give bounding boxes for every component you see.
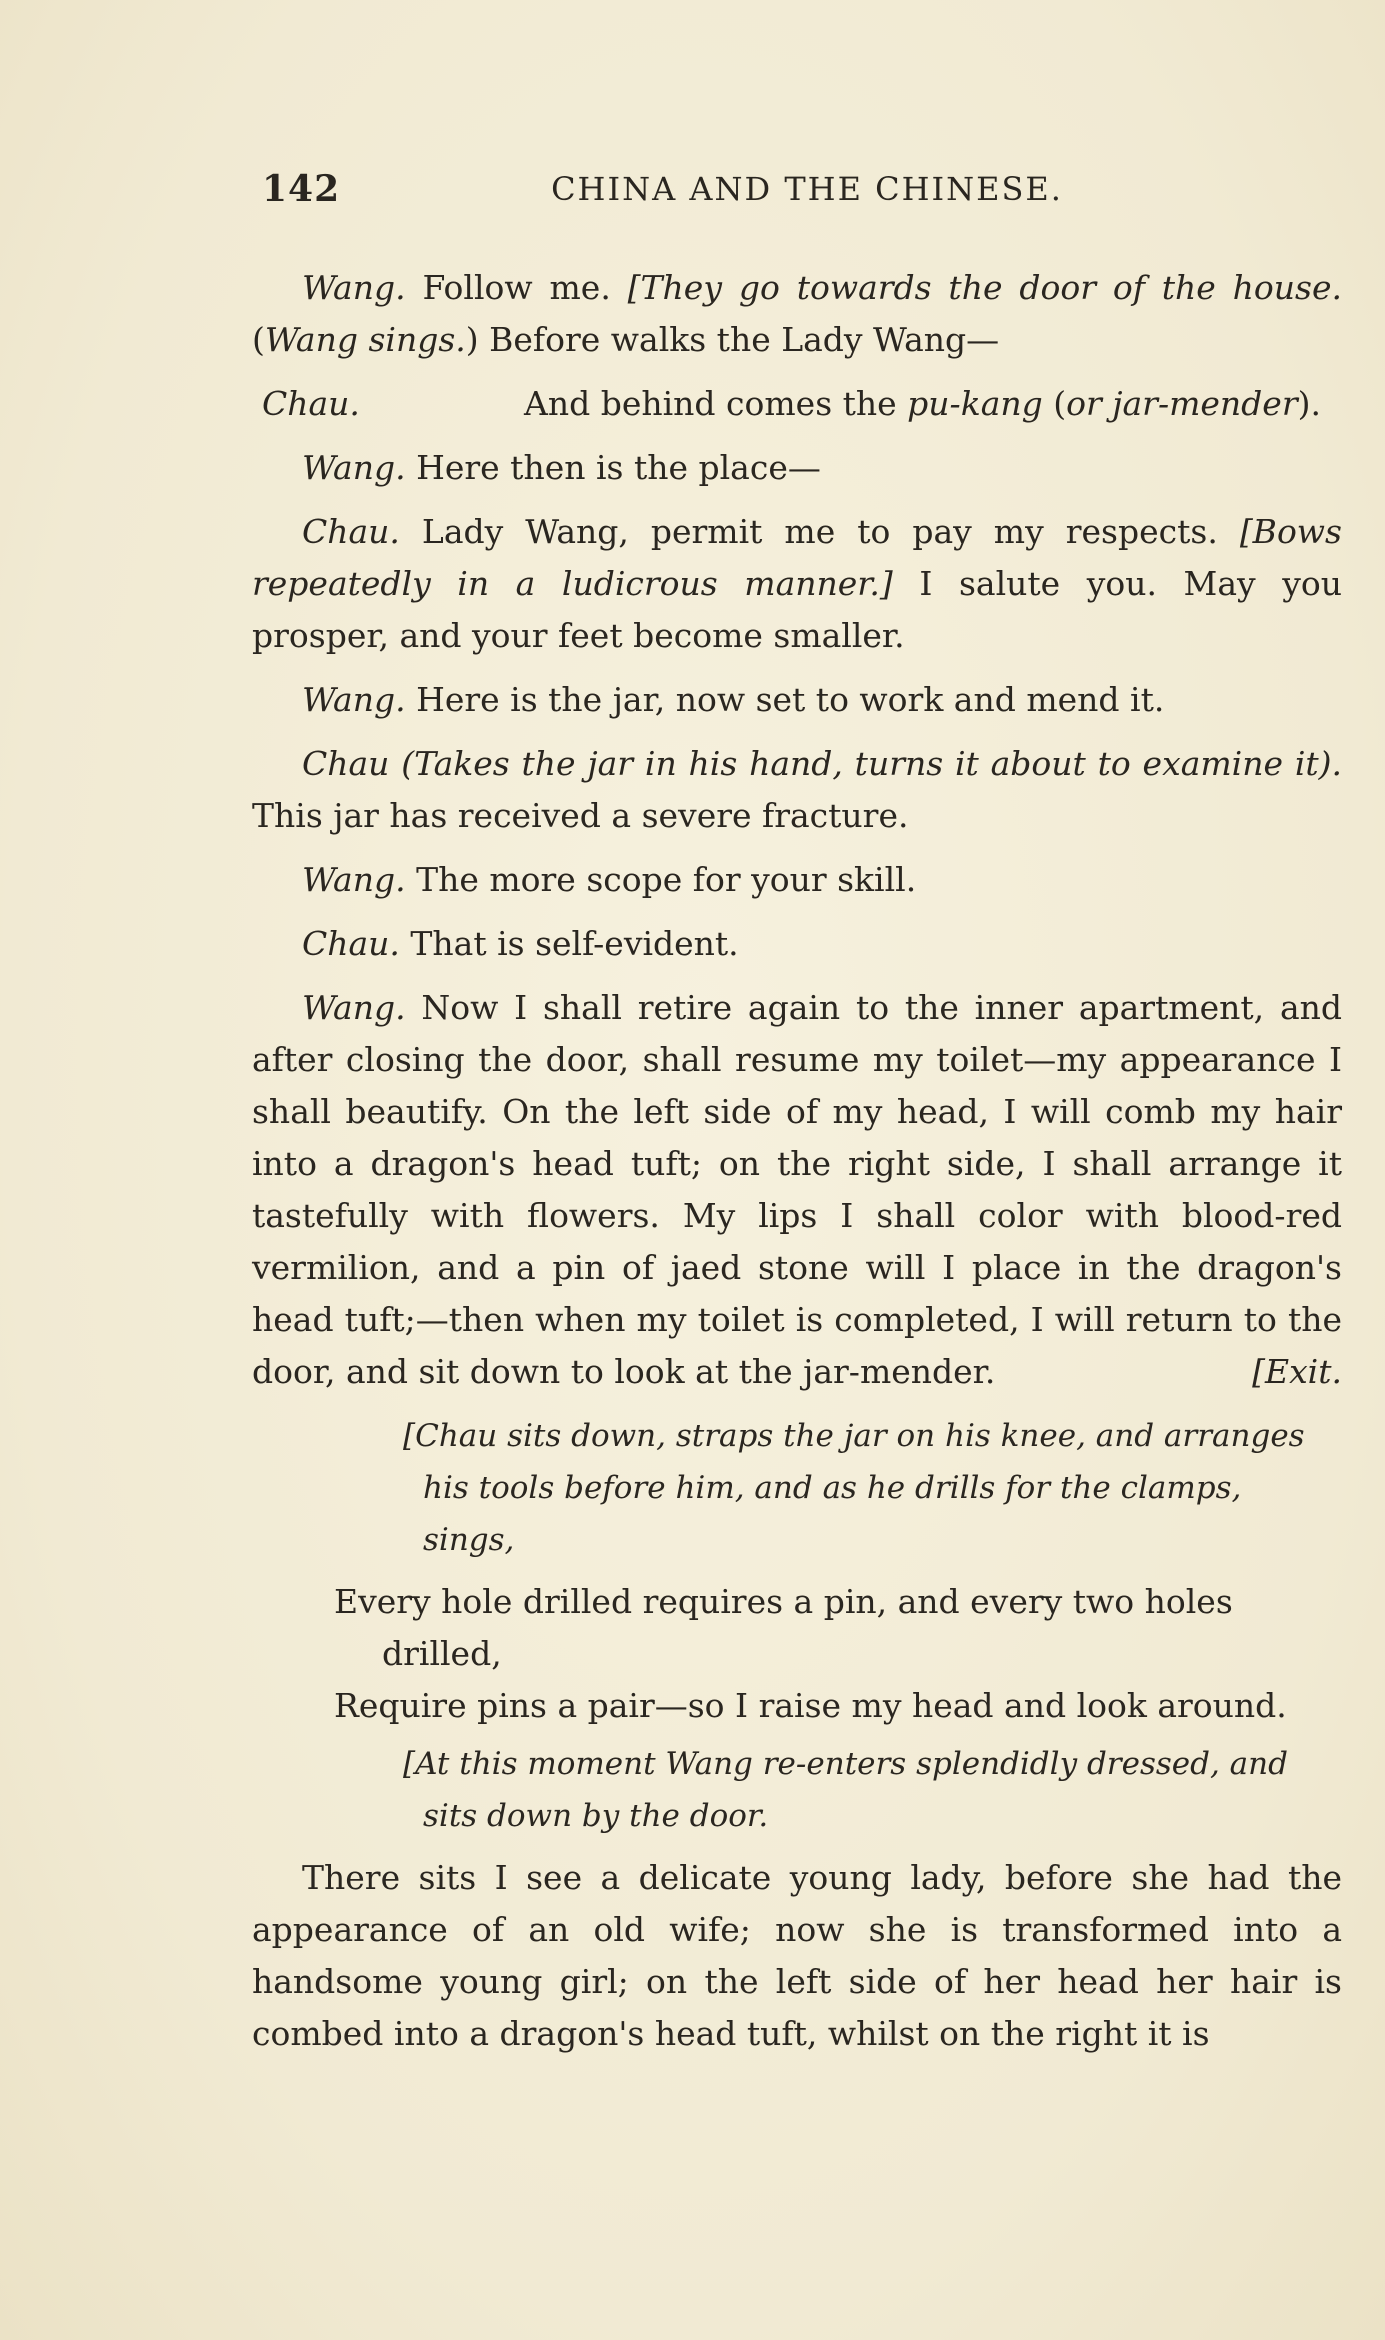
page-number: 142 [262, 168, 341, 210]
dialogue: ( [252, 320, 265, 359]
dialogue: That is self-evident. [399, 924, 739, 963]
stage-direction: Wang sings. [264, 320, 466, 359]
dialogue-text: ). [1297, 384, 1321, 423]
speaker: Chau. [262, 384, 360, 423]
dialogue: Lady Wang, permit me to pay my respects. [399, 512, 1240, 551]
dialogue-text: ( [1042, 384, 1067, 423]
running-title: CHINA AND THE CHINESE. [551, 170, 1063, 208]
paragraph [252, 442, 1342, 494]
stage-direction: [Bows repeatedly in a ludicrous manner.] [252, 512, 1342, 603]
paragraph [252, 674, 1342, 726]
dialogue: The more scope for your skill. [405, 860, 917, 899]
verse-line: Every hole drilled requires a pin, and every two holes drilled, [334, 1582, 1233, 1673]
paragraph [252, 738, 1342, 842]
dialogue: Here is the jar, now set to work and mend it. [405, 680, 1165, 719]
dialogue: This jar has received a severe fracture. [252, 796, 909, 835]
paragraph [252, 918, 1342, 970]
dialogue: Here then is the place— [405, 448, 821, 487]
speaker: Chau [302, 744, 390, 783]
dialogue: I salute you. May you prosper, and your feet become smaller. [252, 564, 1342, 655]
song-verse [334, 1576, 1342, 1732]
speaker: Wang. [302, 268, 406, 307]
paragraph [252, 982, 1342, 1398]
dialogue: ) Before walks the Lady Wang— [465, 320, 1000, 359]
speaker: Wang. [302, 448, 406, 487]
speaker: Chau. [302, 512, 400, 551]
stage-direction: (Takes the jar in his hand, turns it about to examine it). [389, 744, 1342, 783]
dialogue: Now I shall retire again to the inner apartment, and after closing the door, shall resume my toilet—my appearance I shall beautify. On the left side of my head, I will comb my hair into a dragon's head tuft; on the right side, I shall arrange it tastefully with flowers. My lips I shall color with blood-red vermilion, and a pin of jaed stone will I place in the dragon's head tuft;—then when my toilet is completed, I will return to the door, and sit down to look at the jar-mender. [252, 988, 1342, 1391]
paragraph [252, 854, 1342, 906]
verse-line: Require pins a pair—so I raise my head and look around. [334, 1686, 1287, 1725]
speaker: Chau. [302, 924, 400, 963]
paragraph [252, 506, 1342, 662]
speaker: Wang. [302, 988, 406, 1027]
paragraph [252, 262, 1342, 366]
stage-direction-block: [Chau sits down, straps the jar on his knee, and arranges his tools before him, and as he drills for the clamps, sings, [403, 1418, 1305, 1558]
dialogue-text: And behind comes the [524, 384, 908, 423]
dialogue [524, 378, 1321, 430]
exit-direction: [Exit. [1252, 1352, 1342, 1391]
speaker: Wang. [302, 860, 406, 899]
paragraph [252, 378, 1342, 430]
dialogue: Follow me. [405, 268, 628, 307]
italic-term: pu-kang [907, 384, 1043, 423]
speaker: Wang. [302, 680, 406, 719]
page-body [252, 262, 1342, 2072]
paragraph: There sits I see a delicate young lady, before she had the appearance of an old wife; now she is transformed into a handsome young girl; on the left side of her head her hair is combed into a dragon's head tuft, whilst on the right it is [252, 1858, 1342, 2053]
italic-term: or jar-mender [1066, 384, 1298, 423]
stage-direction-block: [At this moment Wang re-enters splendidly dressed, and sits down by the door. [403, 1746, 1288, 1834]
stage-direction: [They go towards the door of the house. [627, 268, 1343, 307]
